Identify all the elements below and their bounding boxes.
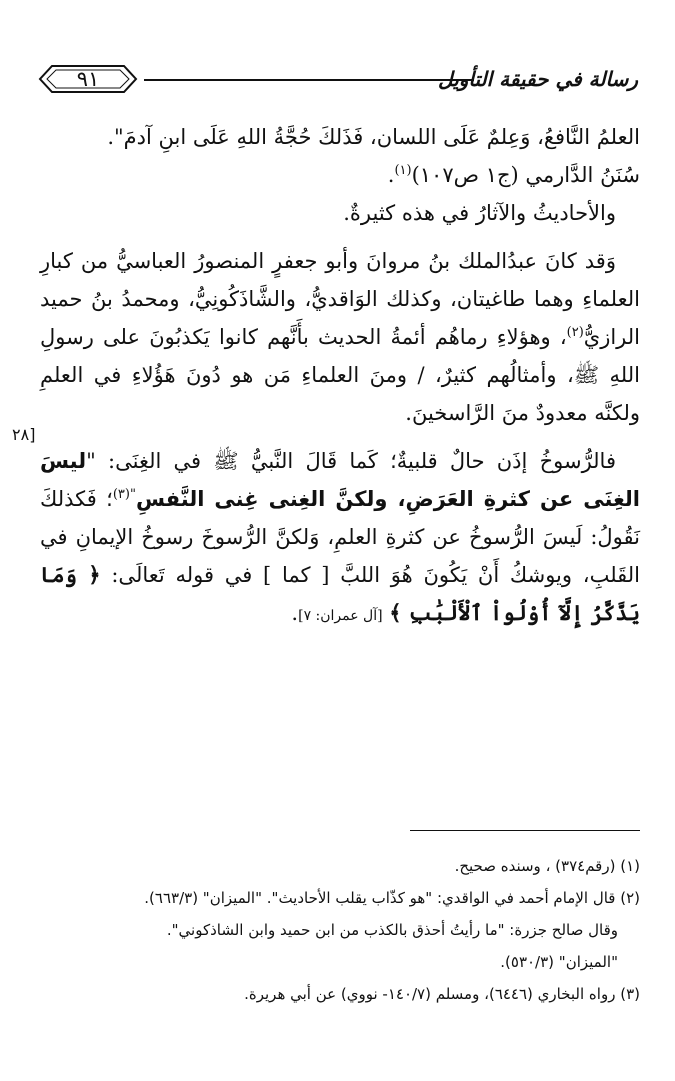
footnote-ref: "(٣) — [112, 487, 136, 502]
main-text — [40, 118, 640, 635]
text-line: سُنَنُ الدَّارمي (ج١ ص١٠٧)$^{(١)}$. — [387, 163, 640, 187]
footnote-ref: (١) — [394, 163, 412, 178]
hadith-text: ليسَ الغِنَى عن كثرةِ العَرَضِ، ولكنَّ الغِنى غِنى النَّفسِ — [40, 449, 641, 511]
footnote: (٣) رواه البخاري (٦٤٤٦)، ومسلم (١٤٠/٧- نووي) عن أبي هريرة. — [244, 985, 640, 1003]
footnote-ref: (٢) — [566, 325, 584, 340]
running-title: رسالة في حقيقة التأويل — [438, 67, 638, 91]
margin-page-marker: [٢٨ — [12, 425, 36, 444]
text-line: والأحاديثُ والآثارُ في هذه كثيرةٌ. — [343, 201, 616, 225]
footnote: (١) (رقم٣٧٤) ، وسنده صحيح. — [454, 857, 640, 875]
text-line: العلمُ النَّافعُ، وَعِلمٌ عَلَى اللسان، فَذَلكَ حُجَّةُ اللهِ عَلَى ابنِ آدمَ". — [107, 125, 640, 149]
verse-reference: [آل عمران: ٧] — [298, 608, 383, 624]
page-header — [38, 58, 638, 102]
header-rule — [144, 79, 474, 81]
footnote: وقال صالح جزرة: "ما رأيتُ أحذق بالكذب من ابن حميد وابن الشاذكوني". — [166, 921, 618, 939]
paragraph: فالرُّسوخُ إذَن حالٌ قلبيةٌ؛ كَما قَالَ النَّبيُّ ﷺ في الغِنَى: "ليسَ الغِنَى عن كثرةِ العَرَضِ، ولكنَّ الغِنى غِنى النَّفسِ$^{"(٣)}$؛ فَكذلكَ نَقُولُ: لَيسَ الرُّسوخُ عن كثرةِ العلمِ، وَلكنَّ الرُّسوخَ رسوخُ الإيمانِ في القَلبِ، ويوشكُ أَنْ يَكُونَ هُوَ اللبَّ [ كما ] في قوله تَعالَى: ﴿ وَمَا يَذَّكَّرُ إِلَّآ أُوْلُواْ ٱلْأَلْبَٰبِ ﴾ [آل عمران: ٧]. — [40, 449, 641, 625]
page-number-badge — [38, 64, 138, 94]
footnote-separator — [410, 830, 640, 831]
quran-verse: ﴿ وَمَا يَذَّكَّرُ إِلَّآ أُوْلُواْ ٱلْأَلْبَٰبِ ﴾ — [40, 562, 640, 625]
footnote: (٢) قال الإمام أحمد في الواقدي: "هو كذّاب يقلب الأحاديث". "الميزان" (٦٦٣/٣). — [144, 889, 640, 907]
paragraph: وَقد كانَ عبدُالملك بنُ مروانَ وأبو جعفرٍ المنصورُ العباسيُّ من كبارِ العلماءِ وهما طاغيتان، وكذلك الوَاقديُّ، والشَّاذَكُونِيُّ، ومحمدُ بنُ حميد الرازيُّ$^{(٢)}$، وهؤلاءِ رماهُم أئمةُ الحديث بأَنَّهم كانوا يَكذبُونَ على رسولِ اللهِ ﷺ، وأمثالُهم كثيرٌ، / ومنَ العلماءِ مَن هو دُونَ هَؤُلاءِ في العلمِ ولكنَّه معدودٌ منَ الرَّاسخينَ. — [40, 249, 640, 425]
footnotes — [40, 850, 640, 1010]
page-number: ٩١ — [76, 67, 100, 91]
footnote: "الميزان" (٥٣٠/٣). — [500, 953, 618, 971]
